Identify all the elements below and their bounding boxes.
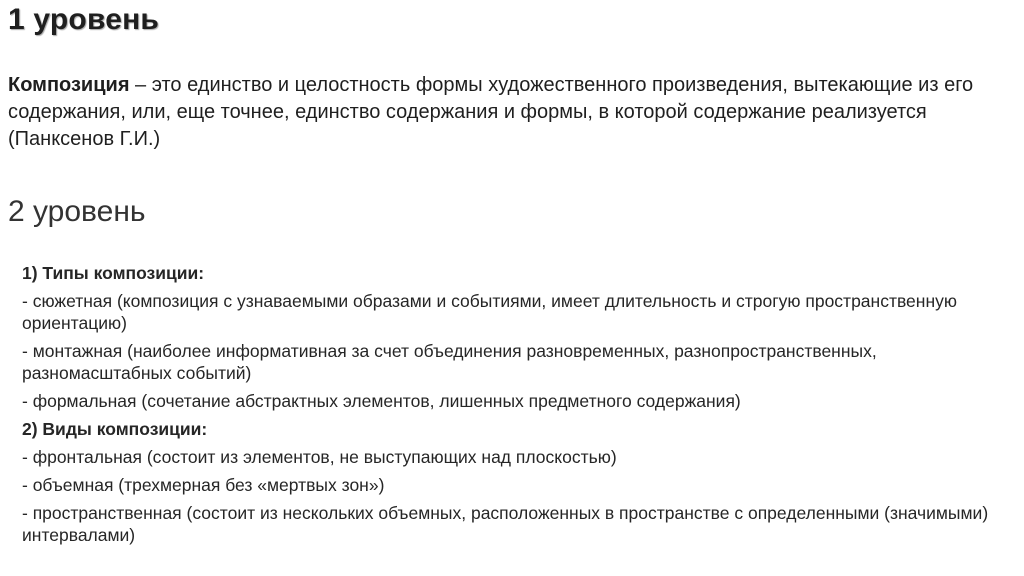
composition-list xyxy=(22,262,1012,552)
list-item: - объемная (трехмерная без «мертвых зон») xyxy=(22,475,385,495)
definition-term: Композиция xyxy=(8,74,130,96)
list-item: - формальная (сочетание абстрактных элементов, лишенных предметного содержания) xyxy=(22,391,741,411)
definition-paragraph xyxy=(8,72,998,153)
list-item: - пространственная (состоит из нескольких объемных, расположенных в пространстве с определенными (значимыми) интервалами) xyxy=(22,503,989,545)
level-1-heading: 1 уровень xyxy=(8,3,160,36)
list-item: 2) Виды композиции: xyxy=(22,419,208,439)
list-item: - сюжетная (композиция с узнаваемыми образами и событиями, имеет длительность и строгую пространственную ориентацию) xyxy=(22,291,957,333)
list-item: - фронтальная (состоит из элементов, не выступающих над плоскостью) xyxy=(22,447,617,467)
list-item: - монтажная (наиболее информативная за счет объединения разновременных, разнопространственных, разномасштабных событий) xyxy=(22,341,877,383)
list-item: 1) Типы композиции: xyxy=(22,263,205,283)
level-2-heading: 2 уровень xyxy=(8,195,146,228)
definition-text: – это единство и целостность формы художественного произведения, вытекающие из его содержания, или, еще точнее, единство содержания и формы, в которой содержание реализуется (Панксенов Г.И.) xyxy=(8,74,974,150)
